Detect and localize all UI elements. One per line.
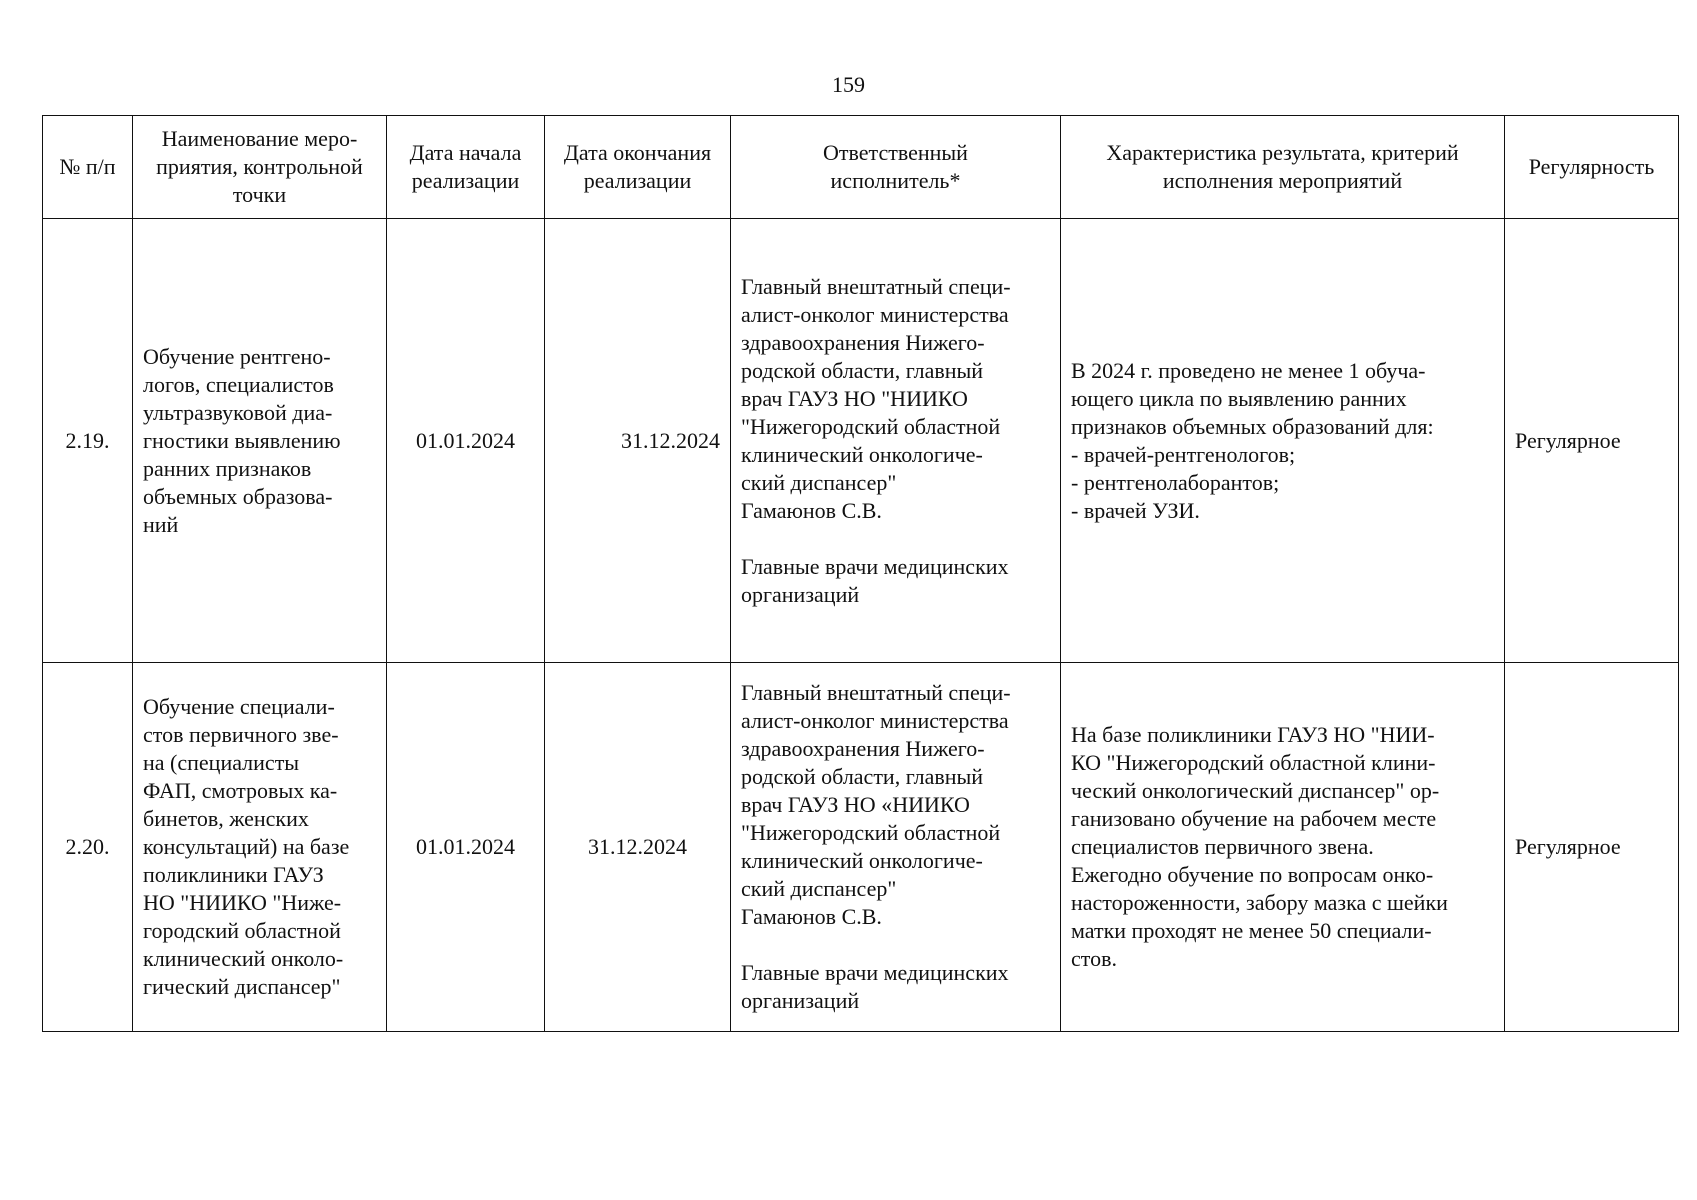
row-number: 2.19. bbox=[43, 219, 133, 663]
responsible-cell bbox=[731, 219, 1061, 663]
header-end-date: Дата окончания реализации bbox=[545, 116, 731, 219]
responsible-cell bbox=[731, 663, 1061, 1032]
result-description: На базе поликлиники ГАУЗ НО "НИИ- КО "Нижегородский областной клини- ческий онкологический диспансер" ор- ганизовано обучение на рабочем месте специалистов первичного звена. Ежегодно обучение по вопросам онко- настороженности, забору мазка с шейки матки проходят не менее 50 специали- стов. bbox=[1061, 663, 1505, 1032]
end-date: 31.12.2024 bbox=[545, 219, 731, 663]
responsible-extra: Главные врачи медицинских организаций bbox=[741, 553, 1009, 607]
activity-name: Обучение специали- стов первичного зве- на (специалисты ФАП, смотровых ка- бинетов, женских консультаций) на базе поликлиники ГАУЗ НО "НИИКО "Ниже- городский областной клинический онколо- гический диспансер" bbox=[133, 663, 387, 1032]
responsible-extra: Главные врачи медицинских организаций bbox=[741, 960, 1009, 1013]
responsible-main: Главный внештатный специ- алист-онколог министерства здравоохранения Нижего- родской области, главный врач ГАУЗ НО "НИИКО "Нижегородский областной клинический онкологиче- ский диспансер" Гамаюнов С.В. bbox=[741, 273, 1011, 523]
header-number: № п/п bbox=[43, 116, 133, 219]
activity-name: Обучение рентгено- логов, специалистов ультразвуковой диа- гностики выявлению ранних признаков объемных образова- ний bbox=[133, 219, 387, 663]
row-number: 2.20. bbox=[43, 663, 133, 1032]
responsible-main: Главный внештатный специ- алист-онколог министерства здравоохранения Нижего- родской области, главный врач ГАУЗ НО «НИИКО "Нижегородский областной клинический онкологиче- ский диспансер" Гамаюнов С.В. bbox=[741, 680, 1011, 929]
table-row bbox=[43, 219, 1679, 663]
activities-table bbox=[42, 115, 1679, 1032]
header-regularity: Регулярность bbox=[1505, 116, 1679, 219]
table-row bbox=[43, 663, 1679, 1032]
header-activity-name: Наименование меро- приятия, контрольной точки bbox=[133, 116, 387, 219]
start-date: 01.01.2024 bbox=[387, 219, 545, 663]
end-date: 31.12.2024 bbox=[545, 663, 731, 1032]
regularity: Регулярное bbox=[1505, 663, 1679, 1032]
header-result: Характеристика результата, критерий исполнения мероприятий bbox=[1061, 116, 1505, 219]
header-responsible: Ответственный исполнитель* bbox=[731, 116, 1061, 219]
page-number: 159 bbox=[832, 72, 865, 97]
result-description: В 2024 г. проведено не менее 1 обуча- ющего цикла по выявлению ранних признаков объемных образований для: - врачей-рентгенологов; - рентгенолаборантов; - врачей УЗИ. bbox=[1061, 219, 1505, 663]
table-header-row bbox=[43, 116, 1679, 219]
regularity: Регулярное bbox=[1505, 219, 1679, 663]
header-start-date: Дата начала реализации bbox=[387, 116, 545, 219]
start-date: 01.01.2024 bbox=[387, 663, 545, 1032]
